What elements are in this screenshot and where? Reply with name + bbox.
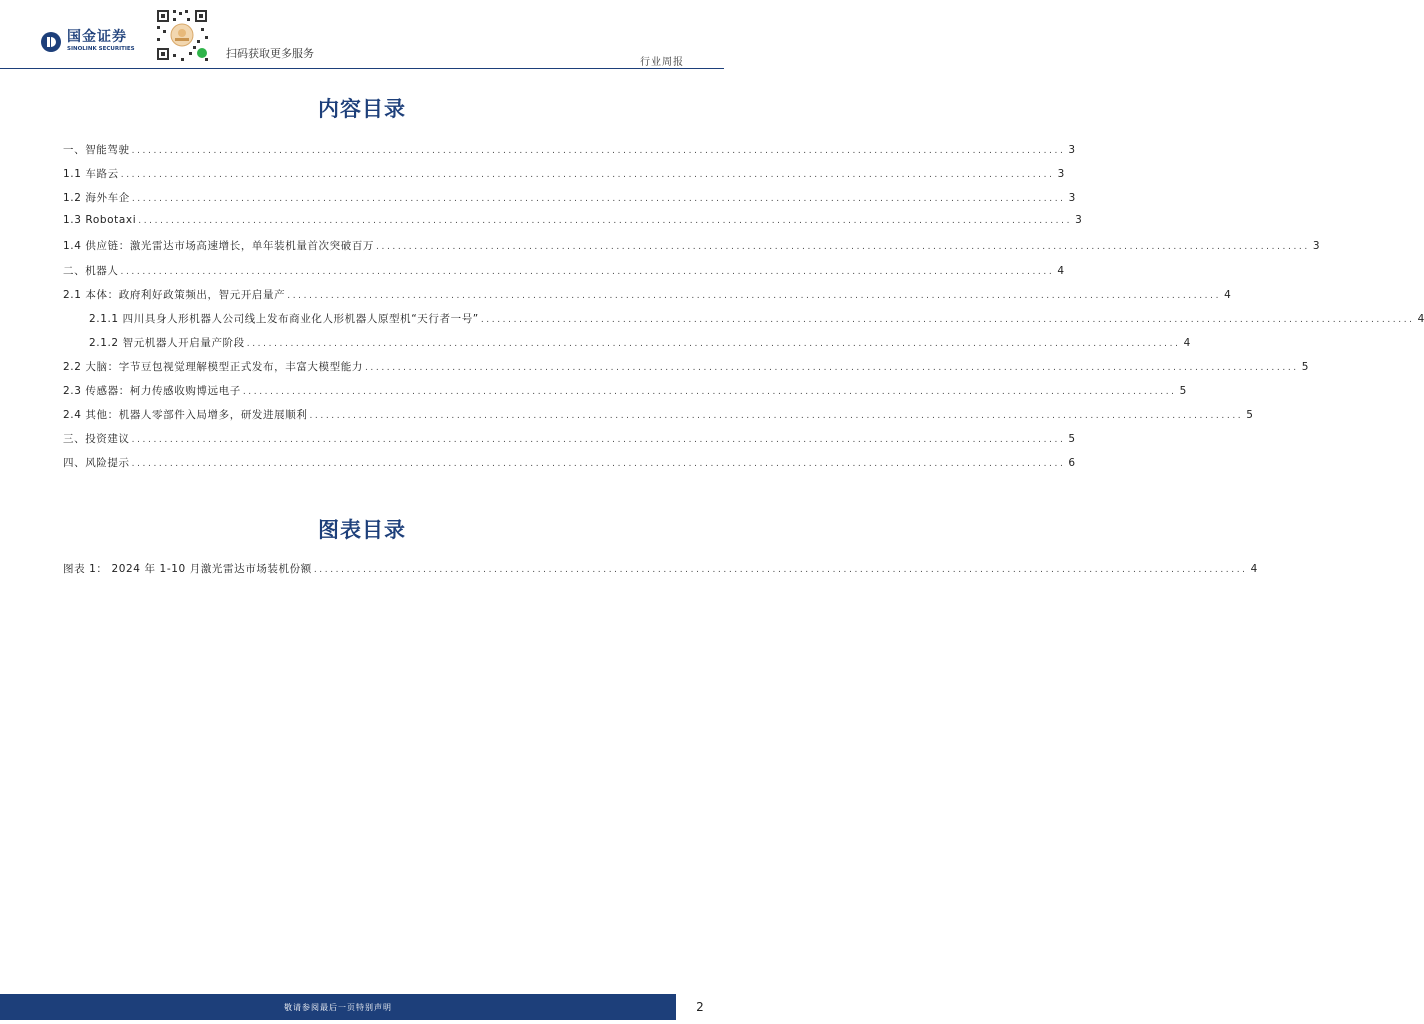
toc-entry-label: 1.4 供应链：激光雷达市场高速增长，单年装机量首次突破百万 (63, 240, 375, 253)
toc-entry-page: 5 (1301, 360, 1309, 373)
dot-leader: ........................................................................................................................................................................... (131, 435, 1066, 446)
dot-leader: ........................................................................................................................................................................... (313, 565, 1248, 575)
header-divider (0, 68, 724, 69)
toc-entry[interactable] (63, 287, 1231, 301)
toc-entry-label: 一、智能驾驶 (63, 144, 130, 156)
toc-entry[interactable] (63, 190, 1076, 205)
toc-entry-page: 3 (1312, 240, 1320, 253)
toc-entry[interactable] (89, 335, 1191, 349)
toc-entry-label: 图表 1： 2024 年 1-10 月激光雷达市场装机份额 (63, 563, 312, 575)
toc-entry-label: 2.4 其他：机器人零部件入局增多，研发进展顺利 (63, 409, 308, 422)
company-logo (40, 30, 135, 53)
toc-entry-label: 2.3 传感器：柯力传感收购博远电子 (63, 385, 241, 397)
toc-entry-label: 四、风险提示 (63, 457, 130, 470)
dot-leader: ........................................................................................................................................................................... (309, 411, 1244, 422)
dot-leader: ........................................................................................................................................................................... (242, 387, 1177, 397)
toc-entry-page: 3 (1068, 192, 1076, 205)
toc-entry-label: 2.1.2 智元机器人开启量产阶段 (89, 336, 245, 349)
toc-entry-label: 三、投资建议 (63, 433, 130, 446)
dot-leader: ........................................................................................................................................................................... (131, 459, 1066, 470)
toc-entry[interactable] (89, 311, 1424, 325)
toc-entry-page: 4 (1224, 288, 1231, 301)
qr-code-icon (153, 6, 211, 64)
toc-entry-page: 4 (1417, 312, 1424, 325)
toc-entry-label: 二、机器人 (63, 264, 119, 277)
toc-entry-page: 5 (1068, 433, 1076, 446)
toc-entry[interactable] (63, 214, 1082, 228)
dot-leader: ........................................................................................................................................................................... (120, 170, 1055, 181)
toc-entry[interactable] (63, 455, 1076, 470)
brand-name-cn: 国金证券 (67, 29, 127, 45)
sinolink-logo-icon (40, 31, 62, 53)
toc-entry[interactable] (63, 431, 1076, 446)
toc-entry[interactable] (63, 263, 1064, 277)
toc-entry[interactable] (63, 238, 1320, 253)
toc-entry-label: 1.1 车路云 (63, 168, 119, 181)
toc-entry-page: 5 (1246, 409, 1253, 422)
dot-leader: ........................................................................................................................................................................... (120, 266, 1055, 277)
toc-title: 内容目录 (318, 96, 406, 121)
footer-bar (0, 994, 676, 1020)
toc-entry-page: 3 (1075, 214, 1082, 227)
toc-entry-page: 4 (1183, 336, 1191, 349)
toc-entry[interactable] (63, 166, 1065, 181)
toc-entry-page: 3 (1068, 144, 1076, 156)
toc-entry-label: 1.3 Robotaxi (63, 214, 137, 227)
dot-leader: ........................................................................................................................................................................... (131, 146, 1066, 156)
toc-entry-label: 2.1 本体：政府利好政策频出，智元开启量产 (63, 288, 286, 301)
brand-name-en: SINOLINK SECURITIES (67, 46, 135, 52)
dot-leader: ........................................................................................................................................................................... (138, 216, 1073, 227)
qr-caption: 扫码获取更多服务 (226, 47, 314, 60)
toc-entry-page: 5 (1179, 385, 1187, 397)
page-header (0, 0, 724, 68)
toc-entry[interactable] (63, 561, 1258, 575)
page-number: 2 (696, 1000, 704, 1014)
toc-entry[interactable] (63, 359, 1309, 373)
toc-entry-label: 2.1.1 四川具身人形机器人公司线上发布商业化人形机器人原型机“天行者一号” (89, 312, 479, 325)
footer-disclaimer: 敬请参阅最后一页特别声明 (284, 1003, 392, 1012)
dot-leader: ........................................................................................................................................................................... (376, 242, 1310, 253)
report-type: 行业周报 (640, 57, 684, 68)
dot-leader: ........................................................................................................................................................................... (246, 338, 1181, 349)
toc-entry[interactable] (63, 142, 1076, 156)
toc-entry-page: 3 (1057, 168, 1065, 181)
toc-entry[interactable] (63, 407, 1253, 422)
toc-entry-label: 1.2 海外车企 (63, 192, 130, 205)
toc-entry-page: 4 (1057, 264, 1064, 277)
toc-entry-page: 6 (1068, 457, 1076, 470)
dot-leader: ........................................................................................................................................................................... (131, 194, 1066, 205)
dot-leader: ........................................................................................................................................................................... (364, 362, 1299, 373)
figures-title: 图表目录 (318, 517, 406, 542)
toc-entry[interactable] (63, 383, 1187, 397)
toc-entry-label: 2.2 大脑：字节豆包视觉理解模型正式发布，丰富大模型能力 (63, 360, 363, 373)
dot-leader: ........................................................................................................................................................................... (480, 314, 1415, 325)
toc-entry-page: 4 (1250, 563, 1258, 575)
dot-leader: ........................................................................................................................................................................... (287, 290, 1222, 301)
